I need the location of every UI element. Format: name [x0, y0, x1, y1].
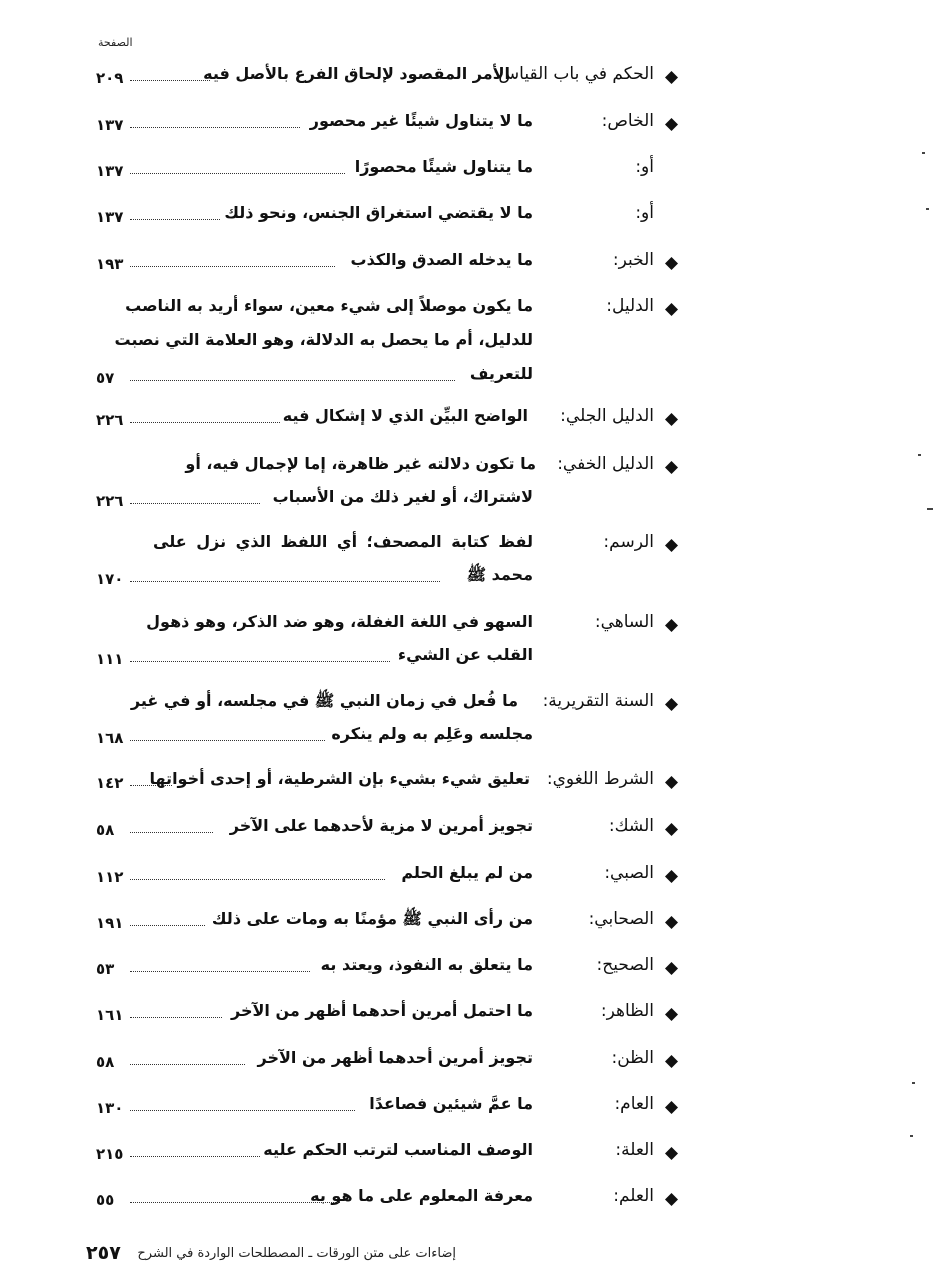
diamond-bullet-icon — [665, 257, 678, 270]
entry-term: الدليل الخفي: — [557, 454, 654, 474]
dot-leader — [130, 173, 345, 174]
diamond-bullet-icon — [665, 303, 678, 316]
entry-page-number: ٥٥ — [96, 1191, 115, 1209]
dot-leader — [130, 266, 335, 267]
entry-page-number: ٢٢٦ — [96, 492, 124, 510]
entry-page-number: ٥٧ — [96, 369, 115, 387]
entry-term: الصحيح: — [596, 955, 654, 975]
dot-leader — [130, 503, 260, 504]
dot-leader — [130, 1017, 222, 1018]
entry-definition-line: مجلسه وعَلِم به ولم ينكره — [331, 724, 533, 743]
entry-definition-line: لفظ كتابة المصحف؛ أي اللفظ الذي نزل على — [153, 532, 533, 551]
entry-definition: الوصف المناسب لترتب الحكم عليه — [263, 1140, 533, 1159]
diamond-bullet-icon — [665, 413, 678, 426]
scan-speck — [922, 152, 925, 154]
entry-definition: تجويز أمرين لا مزية لأحدهما على الآخر — [229, 816, 533, 835]
entry-definition-line: ما فُعل في زمان النبي ﷺ في مجلسه، أو في غير — [130, 691, 518, 710]
dot-leader — [130, 879, 385, 880]
entry-term: العام: — [614, 1094, 654, 1114]
entry-definition-line: القلب عن الشيء — [397, 645, 533, 664]
entry-term: الظاهر: — [600, 1001, 654, 1021]
dot-leader — [130, 80, 210, 81]
entry-definition-line: للتعريف — [469, 364, 533, 383]
diamond-bullet-icon — [665, 916, 678, 929]
entry-term: الدليل الجلي: — [560, 406, 654, 426]
entry-term: الخاص: — [601, 111, 654, 131]
entry-definition: معرفة المعلوم على ما هو به — [310, 1186, 533, 1205]
entry-definition: ما لا يقتضي استغراق الجنس، ونحو ذلك — [224, 203, 533, 222]
entry-term: العلة: — [615, 1140, 654, 1160]
entry-definition: ما يدخله الصدق والكذب — [350, 250, 533, 269]
entry-page-number: ١٤٢ — [96, 774, 124, 792]
entry-definition: الواضح البيِّن الذي لا إشكال فيه — [282, 406, 528, 425]
dot-leader — [130, 1202, 340, 1203]
entry-page-number: ١٩١ — [96, 914, 124, 932]
entry-page-number: ٥٨ — [96, 1053, 115, 1071]
entry-definition: الأمر المقصود لإلحاق الفرع بالأصل فيه — [203, 64, 510, 83]
entry-page-number: ١٣٧ — [96, 162, 124, 180]
diamond-bullet-icon — [665, 118, 678, 131]
scan-speck — [910, 1135, 913, 1137]
entry-definition: ما عمَّ شيئين فصاعدًا — [369, 1094, 533, 1113]
entry-term: الرسم: — [603, 532, 654, 552]
diamond-bullet-icon — [665, 619, 678, 632]
entry-definition: تجويز أمرين أحدهما أظهر من الآخر — [257, 1048, 533, 1067]
entry-term: الساهي: — [594, 612, 654, 632]
diamond-bullet-icon — [665, 1055, 678, 1068]
entry-page-number: ٥٨ — [96, 821, 115, 839]
dot-leader — [130, 1110, 355, 1111]
dot-leader — [130, 581, 440, 582]
entry-page-number: ٢٠٩ — [96, 69, 124, 87]
diamond-bullet-icon — [665, 71, 678, 84]
entry-definition: ما يتعلق به النفوذ، ويعتد به — [320, 955, 533, 974]
scan-speck — [918, 454, 921, 456]
entry-term: الصبي: — [604, 863, 654, 883]
entry-term: الدليل: — [606, 296, 654, 316]
entry-term: الشك: — [608, 816, 654, 836]
dot-leader — [130, 925, 205, 926]
entry-term: الظن: — [611, 1048, 654, 1068]
entry-definition: من لم يبلغ الحلم — [401, 863, 533, 882]
dot-leader — [130, 785, 172, 786]
dot-leader — [130, 127, 300, 128]
entry-page-number: ١١٢ — [96, 868, 124, 886]
entry-term: أو: — [635, 203, 654, 223]
entry-definition: تعليق شيء بشيء بإن الشرطية، أو إحدى أخواتها — [149, 769, 530, 788]
entry-definition: ما لا يتناول شيئًا غير محصور — [309, 111, 533, 130]
entry-term: الحكم في باب القياس: — [492, 64, 654, 84]
diamond-bullet-icon — [665, 1147, 678, 1160]
diamond-bullet-icon — [665, 962, 678, 975]
page-footer — [86, 1242, 456, 1272]
diamond-bullet-icon — [665, 1008, 678, 1021]
entry-term: الشرط اللغوي: — [546, 769, 654, 789]
entry-page-number: ١٦٨ — [96, 729, 124, 747]
dot-leader — [130, 661, 390, 662]
page-column-label: الصفحة — [98, 36, 133, 49]
footer-page-number: ٢٥٧ — [86, 1242, 121, 1264]
entry-definition-line: ما تكون دلالته غير ظاهرة، إما لإجمال فيه، أو — [185, 454, 536, 473]
entry-page-number: ١٩٣ — [96, 255, 124, 273]
entry-term: الخبر: — [612, 250, 654, 270]
entry-page-number: ١٣٧ — [96, 208, 124, 226]
entry-page-number: ٢١٥ — [96, 1145, 124, 1163]
dot-leader — [130, 422, 280, 423]
entry-term: الصحابي: — [588, 909, 654, 929]
footer-running-title: إضاءات على متن الورقات ـ المصطلحات الواردة في الشرح — [137, 1246, 456, 1261]
entry-definition-line: السهو في اللغة الغفلة، وهو ضد الذكر، وهو ذهول — [146, 612, 533, 631]
scan-speck — [927, 508, 933, 510]
entry-definition: من رأى النبي ﷺ مؤمنًا به ومات على ذلك — [211, 909, 533, 928]
diamond-bullet-icon — [665, 776, 678, 789]
entry-page-number: ١٧٠ — [96, 570, 124, 588]
entry-definition: ما يتناول شيئًا محصورًا — [354, 157, 533, 176]
dot-leader — [130, 832, 213, 833]
diamond-bullet-icon — [665, 698, 678, 711]
entry-term: العلم: — [613, 1186, 654, 1206]
entry-page-number: ١٦١ — [96, 1006, 124, 1024]
dot-leader — [130, 380, 455, 381]
dot-leader — [130, 971, 310, 972]
entry-page-number: ١٣٠ — [96, 1099, 124, 1117]
entry-page-number: ٢٢٦ — [96, 411, 124, 429]
entry-page-number: ١١١ — [96, 650, 124, 668]
entry-definition-line: ما يكون موصلاً إلى شيء معين، سواء أريد به الناصب — [125, 296, 533, 315]
dot-leader — [130, 1064, 245, 1065]
diamond-bullet-icon — [665, 823, 678, 836]
diamond-bullet-icon — [665, 1101, 678, 1114]
dot-leader — [130, 740, 325, 741]
entry-definition-line: محمد ﷺ — [466, 565, 533, 584]
dot-leader — [130, 219, 220, 220]
diamond-bullet-icon — [665, 461, 678, 474]
diamond-bullet-icon — [665, 1193, 678, 1206]
entry-page-number: ٥٣ — [96, 960, 115, 978]
diamond-bullet-icon — [665, 870, 678, 883]
diamond-bullet-icon — [665, 539, 678, 552]
entry-page-number: ١٣٧ — [96, 116, 124, 134]
entry-definition: ما احتمل أمرين أحدهما أظهر من الآخر — [231, 1001, 533, 1020]
entry-definition-line: للدليل، أم ما يحصل به الدلالة، وهو العلامة التي نصبت — [114, 330, 533, 349]
entry-term: أو: — [635, 157, 654, 177]
scan-speck — [926, 208, 929, 210]
entry-definition-line: لاشتراك، أو لغير ذلك من الأسباب — [272, 487, 533, 506]
dot-leader — [130, 1156, 260, 1157]
scan-speck — [912, 1082, 915, 1084]
entry-term: السنة التقريرية: — [542, 691, 654, 711]
